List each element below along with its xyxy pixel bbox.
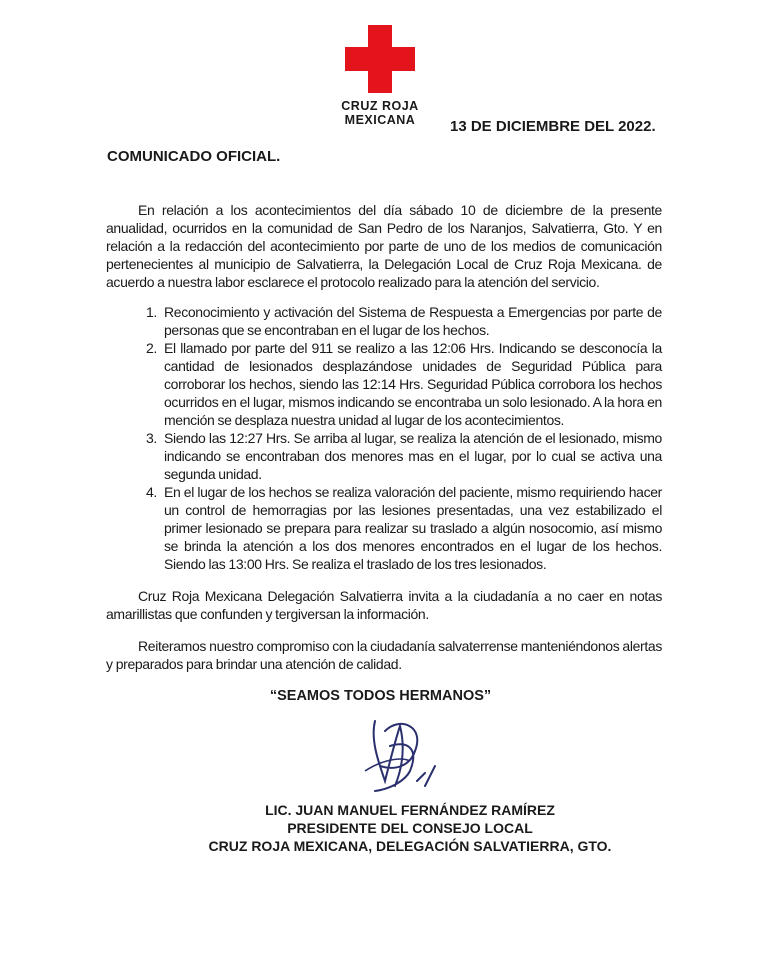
organization-logo-text: [330, 99, 430, 127]
red-cross-logo: [345, 25, 415, 93]
list-item: 2. El llamado por parte del 911 se realizo a las 12:06 Hrs. Indicando se desconocía la cantidad de lesionados desplazándose unidades de Seguridad Pública para corroborar los hechos, siendo las 12:14 Hrs. Seguridad Pública corrobora los hechos ocurridos en el lugar, mismos indicando se encontraba un solo lesionado. A la hora en mención se desplaza nuestra unidad al lugar de los acontecimientos.: [160, 339, 662, 429]
signature: [355, 711, 445, 797]
list-item: 3. Siendo las 12:27 Hrs. Se arriba al lugar, se realiza la atención de el lesionado, mismo indicando se encontraban dos menores mas en el lugar, por lo cual se activa una segunda unidad.: [160, 429, 662, 483]
logo-text-line2: MEXICANA: [344, 113, 416, 127]
cross-horizontal-bar: [345, 47, 415, 71]
logo-text-line1: CRUZ ROJA: [341, 99, 419, 113]
motto: “SEAMOS TODOS HERMANOS”: [269, 688, 492, 704]
document-flow: [0, 201, 761, 855]
signer-name: LIC. JUAN MANUEL FERNÁNDEZ RAMÍREZ: [265, 802, 555, 818]
protocol-list: [106, 303, 662, 573]
document-body: [106, 201, 662, 673]
invitation-paragraph: Cruz Roja Mexicana Delegación Salvatierra invita a la ciudadanía a no caer en notas amarillistas que confunden y tergiversan la información.: [106, 588, 662, 622]
list-item: 4. En el lugar de los hechos se realiza valoración del paciente, mismo requiriendo hacer un control de hemorragias por las lesiones presentadas, una vez estabilizado el primer lesionado se prepara para realizar su traslado a algún nosocomio, así mismo se brinda la atención a los dos menores encontrados en el lugar de los hechos. Siendo las 13:00 Hrs. Se realiza el traslado de los tres lesionados.: [160, 483, 662, 573]
document-date: 13 DE DICIEMBRE DEL 2022.: [450, 118, 656, 135]
signer-block: [150, 801, 670, 855]
document-title: COMUNICADO OFICIAL.: [107, 148, 281, 165]
commitment-paragraph: Reiteramos nuestro compromiso con la ciudadanía salvaterrense manteniéndonos alertas y preparados para brindar una atención de calidad.: [106, 638, 662, 672]
intro-paragraph: En relación a los acontecimientos del día sábado 10 de diciembre de la presente anualidad, ocurridos en la comunidad de San Pedro de los Naranjos, Salvatierra, Gto. Y en relación a la redacción del acontecimiento por parte de uno de los medios de comunicación pertenecientes al municipio de Salvatierra, la Delegación Local de Cruz Roja Mexicana. de acuerdo a nuestra labor esclarece el protocolo realizado para la atención del servicio.: [106, 202, 662, 290]
signer-organization: CRUZ ROJA MEXICANA, DELEGACIÓN SALVATIERRA, GTO.: [208, 838, 612, 854]
list-item: 1. Reconocimiento y activación del Sistema de Respuesta a Emergencias por parte de personas que se encontraban en el lugar de los hechos.: [160, 303, 662, 339]
signer-position: PRESIDENTE DEL CONSEJO LOCAL: [287, 820, 533, 836]
